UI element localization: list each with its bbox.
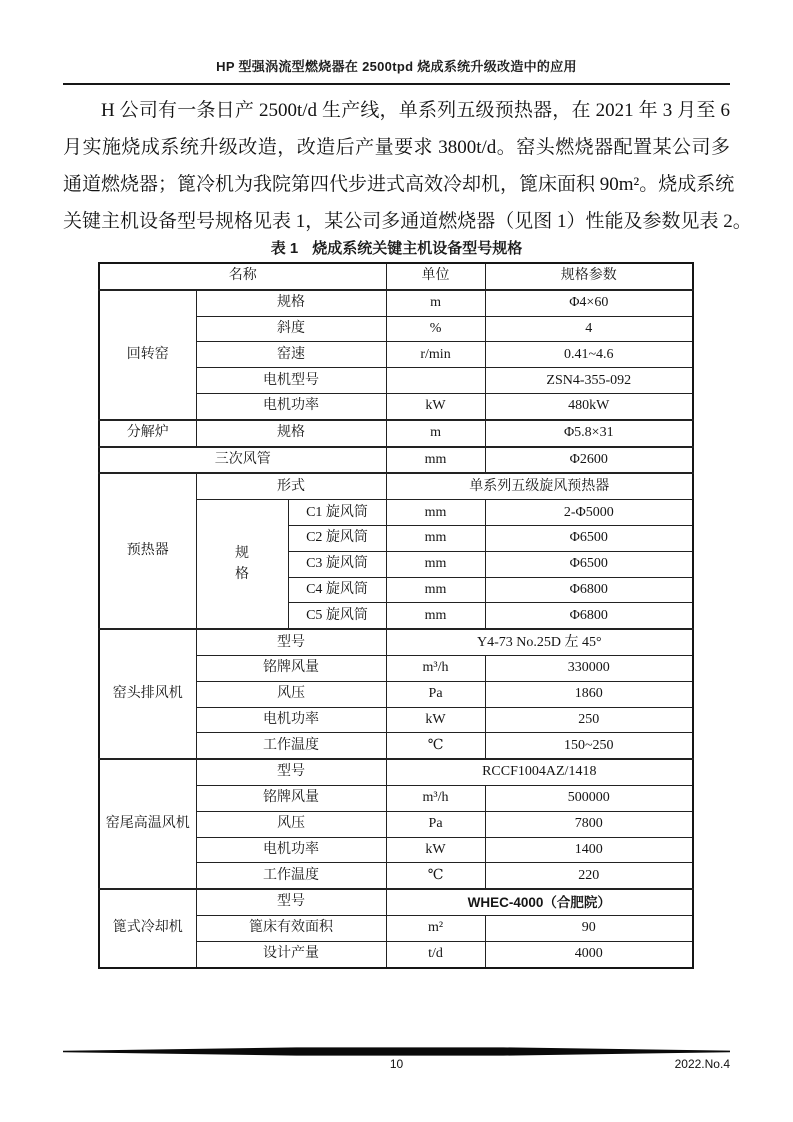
cell-unit: mm (386, 603, 485, 629)
cell-param-label: 设计产量 (196, 941, 386, 967)
cell-value: 220 (485, 863, 693, 889)
cell-value: 90 (485, 915, 693, 941)
cell-value: 500000 (485, 785, 693, 811)
table-header-row (99, 263, 693, 290)
cell-param-label: 规格 (196, 290, 386, 316)
cell-unit: r/min (386, 342, 485, 368)
footer-rule-bar (63, 1047, 730, 1056)
cell-value: Y4-73 No.25D 左 45° (386, 629, 693, 655)
cell-value: 1400 (485, 837, 693, 863)
cell-param-label: C2 旋风筒 (288, 525, 386, 551)
cell-unit: mm (386, 500, 485, 526)
paragraph-line: 月实施烧成系统升级改造，改造后产量要求 3800t/d。窑头燃烧器配置某公司多 (63, 137, 730, 158)
cell-param-label: 型号 (196, 759, 386, 785)
table-row (99, 290, 693, 316)
cell-param-label: 铭牌风量 (196, 785, 386, 811)
cell-param-label: 电机功率 (196, 707, 386, 733)
cell-value: RCCF1004AZ/1418 (386, 759, 693, 785)
cell-param-label: 电机功率 (196, 393, 386, 419)
cell-equipment-name: 窑尾高温风机 (99, 759, 196, 889)
cell-unit: Pa (386, 681, 485, 707)
cell-param-label: C5 旋风筒 (288, 603, 386, 629)
cell-unit: ℃ (386, 733, 485, 759)
cell-unit (386, 368, 485, 394)
cell-param-label: 铭牌风量 (196, 655, 386, 681)
cell-value: Φ6800 (485, 577, 693, 603)
cell-param-label: C4 旋风筒 (288, 577, 386, 603)
cell-param-label: C1 旋风筒 (288, 500, 386, 526)
cell-param-label: 型号 (196, 629, 386, 655)
header-rule (63, 83, 730, 85)
cell-equipment-name: 预热器 (99, 473, 196, 629)
cell-param-label: 风压 (196, 811, 386, 837)
running-head-title: HP 型强涡流型燃烧器在 2500tpd 烧成系统升级改造中的应用 (216, 59, 577, 74)
body-paragraph (63, 92, 752, 240)
cell-param-label: 形式 (196, 473, 386, 499)
cell-param-label: 工作温度 (196, 863, 386, 889)
paragraph-line: 通道燃烧器；篦冷机为我院第四代步进式高效冷却机，篦床面积 90m²。烧成系统 (63, 174, 735, 195)
cell-unit: mm (386, 577, 485, 603)
cell-equipment-name: 窑头排风机 (99, 629, 196, 759)
cell-unit: mm (386, 525, 485, 551)
cell-unit: kW (386, 707, 485, 733)
cell-param-label: 斜度 (196, 316, 386, 342)
cell-param-label: 电机型号 (196, 368, 386, 394)
cell-equipment-name: 三次风管 (99, 447, 386, 474)
table-caption-label: 表 1 (270, 240, 299, 257)
table-row (99, 889, 693, 915)
header-cell-name: 名称 (99, 263, 386, 290)
table-row (99, 759, 693, 785)
cell-value: 150~250 (485, 733, 693, 759)
cell-equipment-name: 回转窑 (99, 290, 196, 420)
table-caption-text: 烧成系统关键主机设备型号规格 (312, 240, 523, 257)
cell-unit: Pa (386, 811, 485, 837)
header-cell-spec: 规格参数 (485, 263, 693, 290)
cell-param-label: 窑速 (196, 342, 386, 368)
cell-unit: ℃ (386, 863, 485, 889)
cell-value: 1860 (485, 681, 693, 707)
cell-param-label: 型号 (196, 889, 386, 915)
cell-value: 0.41~4.6 (485, 342, 693, 368)
cell-unit: mm (386, 447, 485, 474)
cell-unit: m (386, 420, 485, 447)
cell-unit: kW (386, 837, 485, 863)
cell-param-label: 规格 (196, 420, 386, 447)
spec-vertical-label: 规格 (235, 546, 249, 583)
cell-value: 4000 (485, 941, 693, 967)
page-number: 10 (389, 1057, 404, 1071)
cell-equipment-name: 篦式冷却机 (99, 889, 196, 967)
table-row (99, 473, 693, 499)
cell-value: 250 (485, 707, 693, 733)
cell-param-label: 工作温度 (196, 733, 386, 759)
table-caption (63, 237, 730, 258)
cell-unit: m² (386, 915, 485, 941)
cell-value: Φ6500 (485, 525, 693, 551)
cell-param-label: 风压 (196, 681, 386, 707)
cell-value: 单系列五级旋风预热器 (386, 473, 693, 499)
cell-value: WHEC-4000（合肥院） (386, 889, 693, 915)
issue-number: 2022.No.4 (674, 1057, 730, 1071)
cell-equipment-name: 分解炉 (99, 420, 196, 447)
cell-value: Φ6800 (485, 603, 693, 629)
paragraph-line: 关键主机设备型号规格见表 1，某公司多通道燃烧器（见图 1）性能及参数见表 2。 (63, 211, 752, 232)
paragraph-line: H 公司有一条日产 2500t/d 生产线，单系列五级预热器，在 2021 年 3 月至 6 (101, 100, 730, 121)
table-row (99, 420, 693, 447)
spec-table (98, 262, 694, 969)
cell-value: Φ5.8×31 (485, 420, 693, 447)
cell-unit: mm (386, 551, 485, 577)
cell-unit: t/d (386, 941, 485, 967)
table-row (99, 447, 693, 474)
cell-value: 4 (485, 316, 693, 342)
cell-value: 7800 (485, 811, 693, 837)
table-row (99, 629, 693, 655)
cell-value: Φ4×60 (485, 290, 693, 316)
cell-param-label: 篦床有效面积 (196, 915, 386, 941)
cell-value: ZSN4-355-092 (485, 368, 693, 394)
cell-param-label: 电机功率 (196, 837, 386, 863)
cell-unit: m (386, 290, 485, 316)
header-cell-unit: 单位 (386, 263, 485, 290)
cell-spec-group-label (196, 500, 288, 629)
cell-unit: m³/h (386, 655, 485, 681)
cell-unit: m³/h (386, 785, 485, 811)
cell-value: 480kW (485, 393, 693, 419)
cell-value: 330000 (485, 655, 693, 681)
cell-value: Φ2600 (485, 447, 693, 474)
cell-unit: % (386, 316, 485, 342)
cell-value: 2-Φ5000 (485, 500, 693, 526)
cell-param-label: C3 旋风筒 (288, 551, 386, 577)
cell-value: Φ6500 (485, 551, 693, 577)
cell-unit: kW (386, 393, 485, 419)
